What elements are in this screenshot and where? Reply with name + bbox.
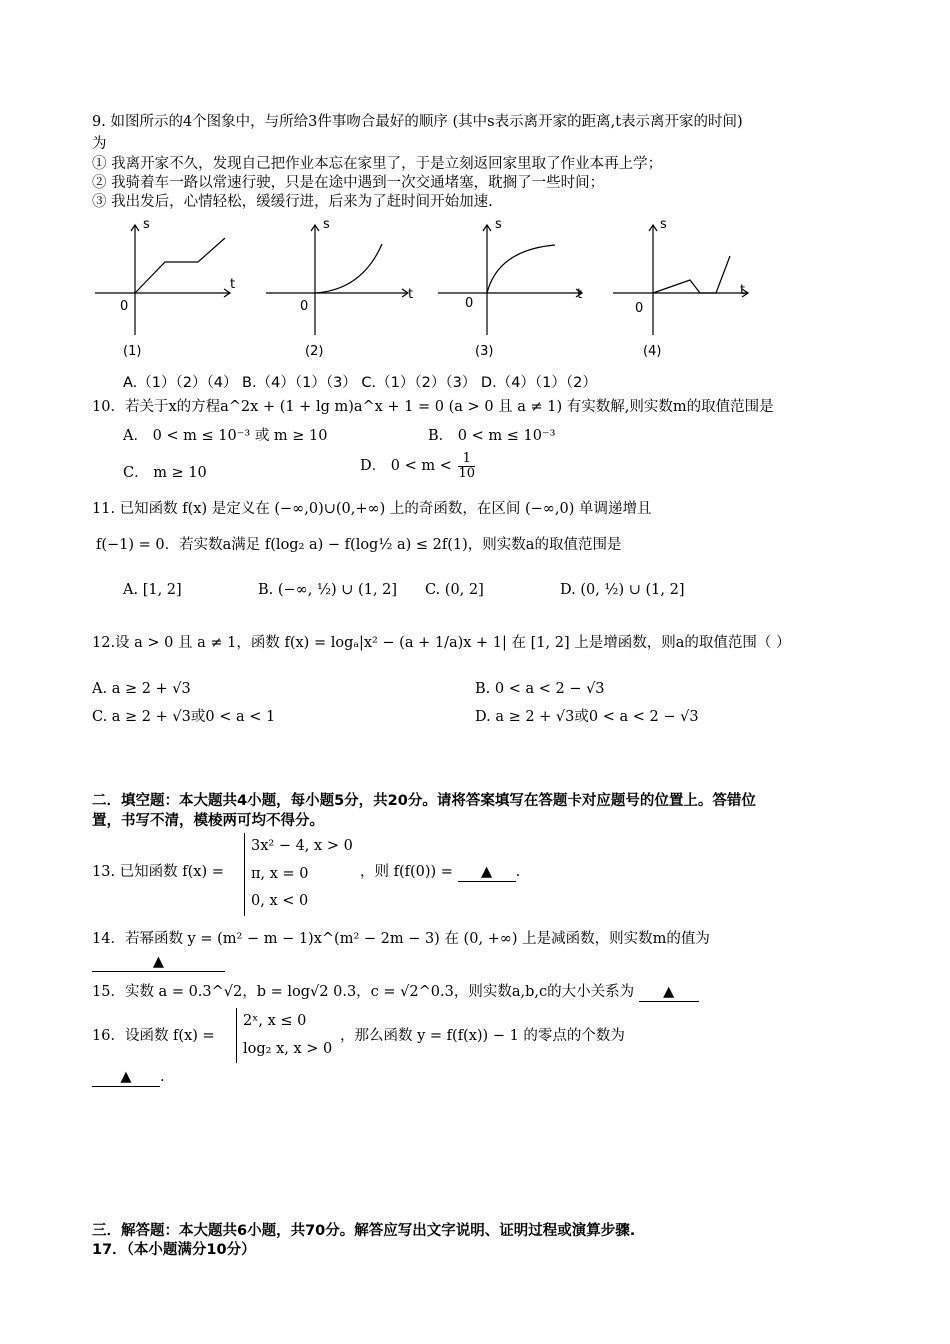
q9-event-1: ① 我离开家不久，发现自己把作业本忘在家里了，于是立刻返回家里取了作业本再上学； [92,156,663,172]
q9-stem-line1: 9. 如图所示的4个图象中，与所给3件事吻合最好的顺序 (其中s表示离开家的距离,t表示离开家的时间) [92,114,743,130]
graph-3 [438,225,582,335]
q16-piecewise [236,1008,332,1063]
graph-1-origin: 0 [120,299,129,314]
q13-case-3: 0, x < 0 [251,893,309,910]
q15-stem: 15．实数 a = 0.3^√2，b = log√2 0.3，c = √2^0.3，则实数a,b,c的大小关系为 [92,984,635,1000]
q13-end: . [515,864,521,880]
section-2-heading-line1: 二．填空题：本大题共4小题，每小题5分，共20分。请将答案填写在答题卡对应题号的位置上。答错位 [92,793,756,809]
q10-option-d-text: D． 0 < m < [360,458,452,475]
graph-3-origin: 0 [465,296,474,311]
q11-option-d: D. (0, ½) ∪ (1, 2] [560,582,685,598]
q9-graphs [90,210,770,370]
q11-option-a: A. [1, 2] [123,582,182,598]
graph-3-t-label: t [577,287,583,302]
q16-case-1: 2ˣ, x ≤ 0 [243,1013,307,1029]
q12-option-b: B. 0 < a < 2 − √3 [475,681,605,697]
q12-stem: 12.设 a > 0 且 a ≠ 1，函数 f(x) = logₐ|x² − (a + 1/a)x + 1| 在 [1, 2] 上是增函数，则a的取值范围（ ） [92,635,791,651]
q10-option-d [360,452,477,480]
q13-post [360,863,520,882]
graph-2-s-label: s [323,217,330,232]
q13-post-text: ，则 f(f(0)) = [360,864,453,880]
q12-option-a: A. a ≥ 2 + √3 [92,681,191,697]
q12-option-c: C. a ≥ 2 + √3或0 < a < 1 [92,709,276,725]
q14-answer-line [92,953,225,972]
graph-2-caption: (2) [305,344,324,359]
graph-2-origin: 0 [300,299,309,314]
q15-answer-blank[interactable] [639,983,699,1002]
graph-1-t-label: t [230,277,236,292]
q10-stem: 10．若关于x的方程a^2x + (1 + lg m)a^x + 1 = 0 (a > 0 且 a ≠ 1) 有实数解,则实数m的取值范围是 [92,399,774,415]
q16-triangle-mark: ▲ [120,1069,132,1085]
q13-case-2: π, x = 0 [251,865,309,882]
q10-option-b: B． 0 < m ≤ 10⁻³ [428,428,556,444]
q16-end: . [160,1069,165,1085]
graph-1-s-label: s [143,217,150,232]
q16-answer-blank[interactable] [92,1068,160,1087]
graph-2 [266,225,408,335]
graph-2-t-label: t [408,287,414,302]
q10-option-a: A． 0 < m ≤ 10⁻³ 或 m ≥ 10 [123,428,328,444]
q11-stem-line2: f(−1) = 0．若实数a满足 f(log₂ a) − f(log½ a) ≤ 2f(1)，则实数a的取值范围是 [96,537,622,553]
section-2-heading-line2: 置，书写不清，模棱两可均不得分。 [92,813,324,829]
q13-piecewise [244,833,353,916]
q10-option-d-fraction [458,452,475,480]
graph-4-s-label: s [660,217,667,232]
q16-case-2: log₂ x, x > 0 [243,1040,333,1057]
q9-event-3: ③ 我出发后，心情轻松，缓缓行进，后来为了赶时间开始加速. [92,194,493,210]
q13-pre: 13. 已知函数 f(x) = [92,864,224,880]
section-3-heading: 三．解答题：本大题共6小题，共70分。解答应写出文字说明、证明过程或演算步骤. [92,1223,636,1239]
q14-answer-blank[interactable] [92,953,225,972]
q14-stem: 14．若幂函数 y = (m² − m − 1)x^(m² − 2m − 3) 在 (0, +∞) 上是减函数，则实数m的值为 [92,931,710,947]
q10-d-denominator: 10 [458,465,475,481]
q15-triangle-mark: ▲ [663,984,675,1000]
q10-option-c: C． m ≥ 10 [123,465,207,481]
q11-option-c: C. (0, 2] [425,582,484,598]
graph-3-s-label: s [495,217,502,232]
q16-post: ，那么函数 y = f(f(x)) − 1 的零点的个数为 [340,1028,625,1044]
graph-1-caption: (1) [123,344,142,359]
q9-options: A.（1）（2）（4） B.（4）（1）（3） C.（1）（2）（3） D.（4）（1）（2） [123,375,597,391]
q13-case-1: 3x² − 4, x > 0 [251,838,353,854]
q16-pre: 16．设函数 f(x) = [92,1028,215,1044]
q12-option-d: D. a ≥ 2 + √3或0 < a < 2 − √3 [475,709,699,725]
q10-d-numerator: 1 [458,452,475,467]
graph-3-caption: (3) [475,344,494,359]
q9-event-2: ② 我骑着车一路以常速行驶，只是在途中遇到一次交通堵塞，耽搁了一些时间； [92,175,605,191]
graph-4 [613,225,748,335]
q9-stem-line2: 为 [92,136,107,152]
graph-4-origin: 0 [635,301,644,316]
graph-4-t-label: t [740,283,746,298]
q13-triangle-mark: ▲ [481,864,493,880]
q13-answer-blank[interactable] [458,863,516,882]
graph-4-caption: (4) [643,344,662,359]
q11-option-b: B. (−∞, ½) ∪ (1, 2] [258,582,398,598]
q14-triangle-mark: ▲ [152,954,165,970]
graph-1 [95,225,230,335]
q11-stem-line1: 11. 已知函数 f(x) 是定义在 (−∞,0)∪(0,+∞) 上的奇函数，在区间 (−∞,0) 单调递增且 [92,501,652,517]
q15-line [92,983,699,1002]
q16-answer-line [92,1068,165,1087]
q17-heading: 17．（本小题满分10分） [92,1242,256,1258]
